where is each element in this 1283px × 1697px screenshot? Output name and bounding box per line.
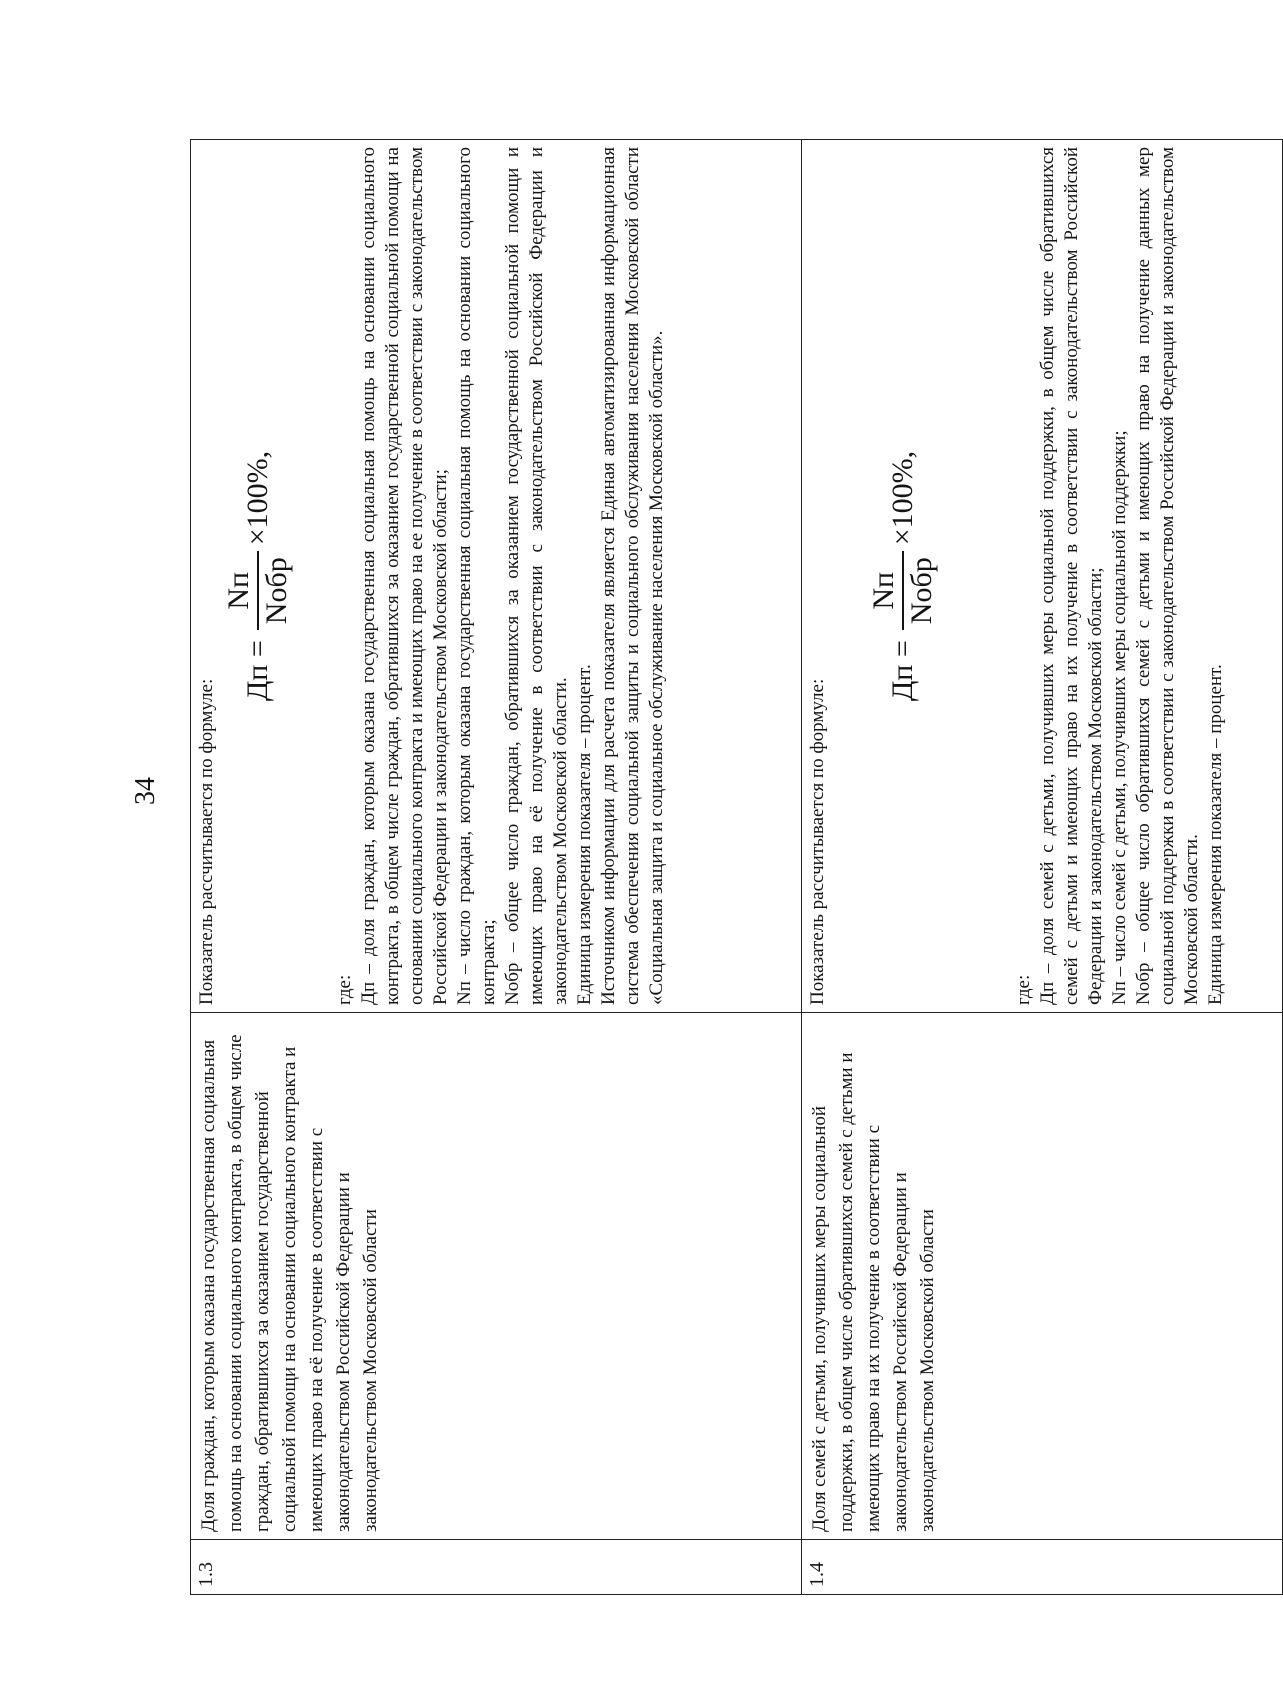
indicator-table	[190, 139, 1283, 1595]
row-number: 1.3	[191, 1540, 802, 1595]
formula-rhs: ×100%,	[886, 450, 919, 546]
formula-lhs: Дп =	[886, 640, 919, 702]
definition: Nп – число граждан, которым оказана государственная социальная помощь на основании социального контракта;	[454, 147, 499, 1005]
formula-numerator: Nп	[222, 571, 255, 610]
rotated-page	[112, 99, 1226, 1629]
definition: Nобр – общее число обратившихся семей с детьми и имеющих право на получение данных мер социальной поддержки в соответствии с законодательством Российской Федерации и законодательством Московской области.	[1133, 147, 1202, 1005]
source-text: Источником информации для расчета показателя является Единая автоматизированная информационная система обеспечения социальной защиты и социального обслуживания населения Московской области «Социальная защита и социальное обслуживание населения Московской области».	[598, 147, 667, 1005]
where-label: где:	[1013, 974, 1034, 1005]
row-number: 1.4	[802, 1540, 1283, 1595]
formula-fraction	[221, 551, 295, 630]
spacer	[978, 147, 1012, 1005]
page-number: 34	[130, 777, 161, 805]
formula-numerator: Nп	[867, 571, 900, 610]
calculation-method	[802, 140, 1283, 1013]
calculation-method	[191, 140, 802, 1013]
formula-fraction	[866, 551, 940, 630]
spacer	[299, 147, 333, 1005]
spacer	[944, 147, 978, 1005]
definition: Nп – число семей с детьми, получивших меры социальной поддержки;	[1109, 430, 1130, 1005]
formula-rhs: ×100%,	[241, 450, 274, 546]
definition: Дп – доля семей с детьми, получивших меры социальной поддержки, в общем числе обратившихся семей с детьми и имеющих право на их получение в соответствии с законодательством Российской Федерации и законодательством Московской области;	[1037, 147, 1106, 1005]
formula-denominator: Nобр	[257, 551, 295, 630]
definition: Дп – доля граждан, которым оказана государственная социальная помощь на основании социального контракта, в общем числе граждан, обратившихся за оказанием государственной социальной помощи на основании социального контракта и имеющих право на ее получение в соответствии с законодательством Российской Федерации и законодательством Московской области;	[358, 147, 451, 1005]
table-row	[802, 140, 1283, 1595]
formula	[221, 147, 295, 1005]
formula-denominator: Nобр	[902, 551, 940, 630]
formula	[866, 147, 940, 1005]
unit-text: Единица измерения показателя – процент.	[1205, 664, 1226, 1005]
formula-intro: Показатель рассчитывается по формуле:	[196, 678, 217, 1005]
indicator-name: Доля граждан, которым оказана государственная социальная помощь на основании социального контракта, в общем числе граждан, обратившихся за оказанием государственной социальной помощи на основании социального контракта и имеющих право на её получение в соответствии с законодательством Российской Федерации и законодательством Московской области	[191, 1013, 802, 1540]
unit-text: Единица измерения показателя – процент.	[574, 664, 595, 1005]
table-row	[191, 140, 802, 1595]
where-label: где:	[334, 974, 355, 1005]
formula-intro: Показатель рассчитывается по формуле:	[807, 678, 828, 1005]
definition: Nобр – общее число граждан, обратившихся за оказанием государственной социальной помощи и имеющих право на её получение в соответствии с законодательством Российской Федерации и законодательством Московской области.	[502, 147, 571, 1005]
indicator-name: Доля семей с детьми, получивших меры социальной поддержки, в общем числе обратившихся семей с детьми и имеющих право на их получение в соответствии с законодательством Российской Федерации и законодательством Московской области	[802, 1013, 1283, 1540]
formula-lhs: Дп =	[241, 640, 274, 702]
spacer	[830, 147, 864, 1005]
